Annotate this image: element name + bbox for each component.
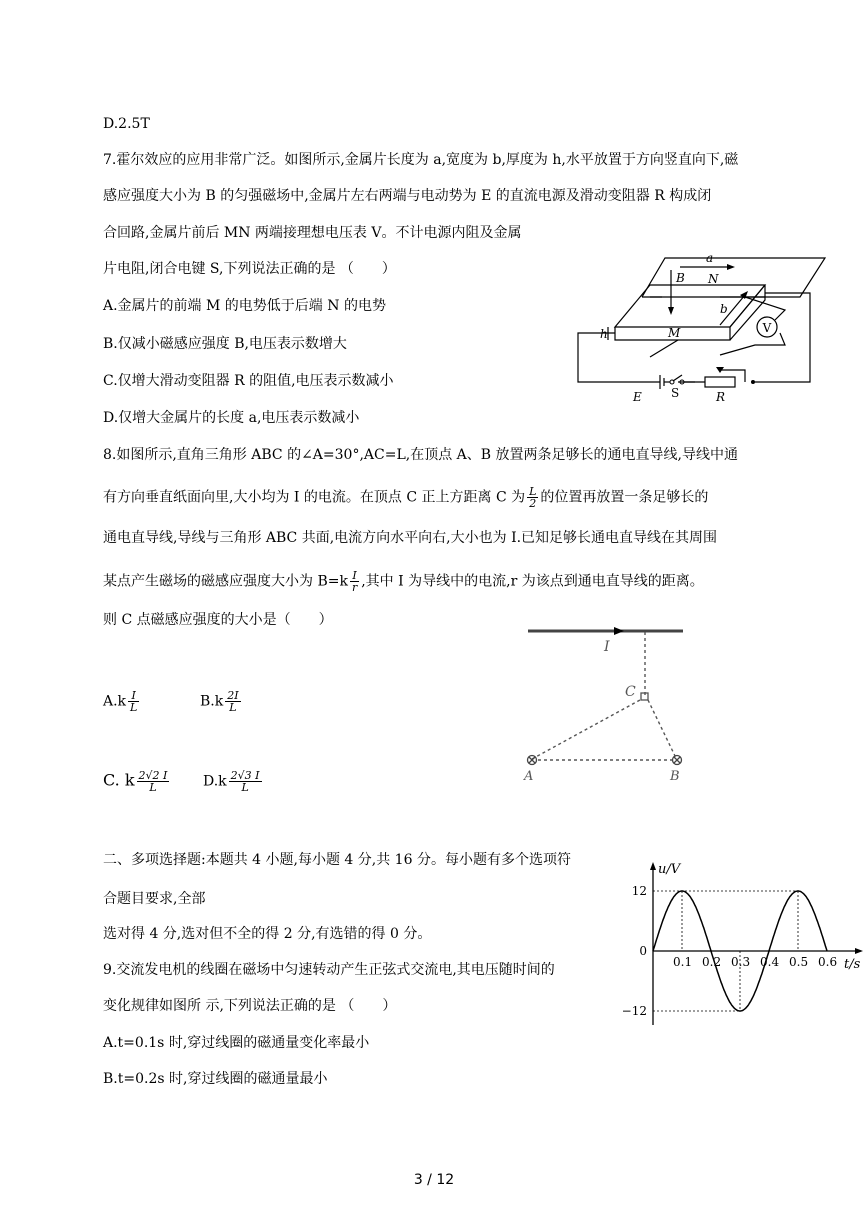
q7-option-b: B.仅减小磁感应强度 B,电压表示数增大: [103, 336, 347, 352]
y-tick-label: 0: [639, 944, 647, 958]
section2-heading-line1: 二、多项选择题:本题共 4 小题,每小题 4 分,共 16 分。每小题有多个选项符: [103, 852, 571, 868]
q8-stem-line3: 通电直导线,导线与三角形 ABC 共面,电流方向水平向右,大小也为 I.已知足够长通电直导线在其周围: [103, 530, 718, 546]
q7-option-c: C.仅增大滑动变阻器 R 的阻值,电压表示数减小: [103, 373, 394, 389]
q7-option-a: A.金属片的前端 M 的电势低于后端 N 的电势: [103, 298, 386, 314]
q8-option-c: C. k $\frac{2√2 I}{L}$: [103, 769, 168, 794]
q7-stem-line2: 感应强度大小为 B 的匀强磁场中,金属片左右两端与电动势为 E 的直流电源及滑动变阻器 R 构成闭: [103, 188, 712, 204]
label-M: M: [668, 326, 681, 340]
x-tick-label: 0.6: [818, 955, 838, 969]
q8-option-b: B.k $\frac{2I}{L}$: [200, 689, 239, 714]
q8-stem-line4: [103, 570, 704, 593]
label-a: a: [706, 251, 714, 265]
label-B: B: [676, 271, 685, 285]
q7-option-d: D.仅增大金属片的长度 a,电压表示数减小: [103, 410, 360, 426]
x-tick-label: 0.4: [760, 955, 780, 969]
q8-option-d: D.k $\frac{2√3 I}{L}$: [203, 769, 260, 794]
chart-axes: [650, 862, 863, 1025]
label-R: R: [716, 390, 726, 404]
q7-stem-line1: 7.霍尔效应的应用非常广泛。如图所示,金属片长度为 a,宽度为 b,厚度为 h,水平放置于方向竖直向下,磁: [103, 152, 739, 168]
y-axis-arrow: [650, 862, 656, 870]
q8-line4-text: 某点产生磁场的磁感应强度大小为: [103, 573, 313, 590]
x-tick-label: 0.1: [673, 955, 693, 969]
q8-line2-tail: 的位置再放置一条足够长的: [540, 489, 709, 506]
label-N: N: [708, 272, 719, 286]
voltmeter-label: V: [762, 321, 772, 335]
page-number: 3 / 12: [413, 1172, 455, 1188]
vertex-C-label: C: [625, 684, 636, 700]
formula-B-eq-k: B=k: [317, 573, 348, 590]
q8-option-a: A.k $\frac{I}{L}$: [103, 689, 138, 714]
x-tick-label: 0.5: [789, 955, 809, 969]
q7-stem-line4: 片电阻,闭合电键 S,下列说法正确的是 （ ）: [103, 261, 396, 277]
fraction-L-over-2: $\frac{L}{2}$: [529, 485, 537, 510]
x-tick-label: 0.2: [702, 955, 722, 969]
q8-stem-line5: 则 C 点磁感应强度的大小是（ ）: [103, 612, 333, 628]
q9-option-a: A.t=0.1s 时,穿过线圈的磁通量变化率最小: [103, 1035, 370, 1051]
section2-heading-line2: 合题目要求,全部: [103, 891, 206, 907]
label-S: S: [671, 386, 680, 400]
q8-stem-line1: 8.如图所示,直角三角形 ABC 的∠A=30°,AC=L,在顶点 A、B 放置两条足够长的通电直导线,导线中通: [103, 447, 738, 463]
section2-heading-line3: 选对得 4 分,选对但不全的得 2 分,有选错的得 0 分。: [103, 926, 432, 942]
q8-triangle-figure: [520, 620, 690, 790]
vertex-A-label: A: [524, 769, 534, 784]
x-axis-label: t/s: [844, 957, 861, 972]
x-tick-label: 0.3: [731, 955, 751, 969]
x-axis-arrow: [855, 948, 863, 954]
q9-option-b: B.t=0.2s 时,穿过线圈的磁通量最小: [103, 1071, 328, 1087]
fraction-I-over-r: $\frac{I}{r}$: [351, 569, 358, 594]
label-h: h: [600, 327, 608, 341]
q8-line2-text: 有方向垂直纸面向里,大小均为 I 的电流。在顶点 C 正上方距离 C 为: [103, 489, 526, 506]
y-axis-label: u/V: [658, 862, 681, 877]
label-b: b: [720, 302, 728, 316]
q9-voltage-time-chart: [610, 855, 868, 1030]
q9-stem-line1: 9.交流发电机的线圈在磁场中匀速转动产生正弦式交流电,其电压随时间的: [103, 962, 555, 978]
q8-stem-line2: [103, 486, 708, 509]
q6-option-d: D.2.5T: [103, 116, 150, 132]
current-label-I: I: [604, 639, 610, 655]
q8-line4-tail: ,其中 I 为导线中的电流,r 为该点到通电直导线的距离。: [361, 573, 704, 590]
q7-stem-line3: 合回路,金属片前后 MN 两端接理想电压表 V。不计电源内阻及金属: [103, 225, 522, 241]
q9-stem-line2: 变化规律如图所 示,下列说法正确的是 （ ）: [103, 998, 397, 1014]
y-tick-label: −12: [621, 1004, 647, 1018]
vertex-B-label: B: [670, 769, 680, 784]
q7-hall-effect-figure: [570, 245, 826, 405]
label-E: E: [633, 390, 642, 404]
y-tick-label: 12: [631, 884, 647, 898]
